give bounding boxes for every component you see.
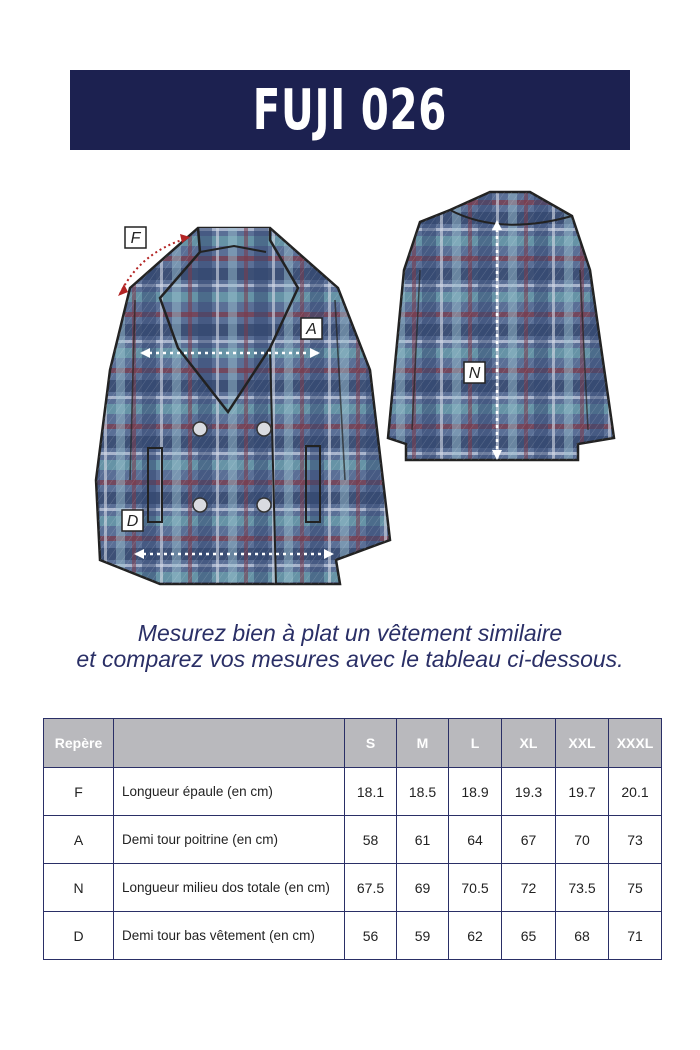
cell-value: 64: [449, 816, 502, 864]
instructions-line-2: et comparez vos mesures avec le tableau ci-dessous.: [76, 646, 624, 672]
header-size-l: L: [449, 719, 502, 768]
coat-illustration: [0, 180, 700, 590]
row-ref: D: [44, 912, 114, 960]
cell-value: 56: [345, 912, 397, 960]
cell-value: 19.7: [556, 768, 609, 816]
cell-value: 61: [397, 816, 449, 864]
cell-value: 70.5: [449, 864, 502, 912]
cell-value: 59: [397, 912, 449, 960]
cell-value: 65: [502, 912, 556, 960]
cell-value: 18.5: [397, 768, 449, 816]
row-label: Demi tour bas vêtement (en cm): [114, 912, 345, 960]
product-title: FUJI 026: [252, 77, 448, 143]
size-chart-table: [43, 718, 662, 960]
cell-value: 67: [502, 816, 556, 864]
cell-value: 68: [556, 912, 609, 960]
instructions-line-1: Mesurez bien à plat un vêtement similaire: [137, 620, 563, 646]
cell-value: 73.5: [556, 864, 609, 912]
row-ref: N: [44, 864, 114, 912]
header-size-xl: XL: [502, 719, 556, 768]
cell-value: 19.3: [502, 768, 556, 816]
row-ref: F: [44, 768, 114, 816]
measuring-instructions: [0, 620, 700, 672]
cell-value: 73: [609, 816, 662, 864]
back-coat: [388, 192, 614, 460]
svg-text:A: A: [306, 321, 317, 338]
svg-text:N: N: [468, 365, 481, 382]
table-header-row: [44, 719, 662, 768]
row-ref: A: [44, 816, 114, 864]
cell-value: 62: [449, 912, 502, 960]
label-F: [125, 227, 146, 248]
label-D: [122, 510, 143, 531]
cell-value: 20.1: [609, 768, 662, 816]
row-label: Demi tour poitrine (en cm): [114, 816, 345, 864]
header-size-m: M: [397, 719, 449, 768]
label-N: [464, 362, 485, 383]
svg-text:F: F: [130, 230, 141, 247]
header-repere: Repère: [44, 719, 114, 768]
label-A: [301, 318, 322, 339]
table-row: [44, 912, 662, 960]
row-label: Longueur épaule (en cm): [114, 768, 345, 816]
cell-value: 58: [345, 816, 397, 864]
cell-value: 18.1: [345, 768, 397, 816]
title-banner: [70, 70, 630, 150]
table-row: [44, 864, 662, 912]
cell-value: 71: [609, 912, 662, 960]
row-label: Longueur milieu dos totale (en cm): [114, 864, 345, 912]
table-row: [44, 816, 662, 864]
cell-value: 72: [502, 864, 556, 912]
table-row: [44, 768, 662, 816]
header-size-xxxl: XXXL: [609, 719, 662, 768]
cell-value: 70: [556, 816, 609, 864]
cell-value: 67.5: [345, 864, 397, 912]
cell-value: 69: [397, 864, 449, 912]
cell-value: 18.9: [449, 768, 502, 816]
cell-value: 75: [609, 864, 662, 912]
header-size-xxl: XXL: [556, 719, 609, 768]
header-description: [114, 719, 345, 768]
svg-text:D: D: [126, 513, 139, 530]
header-size-s: S: [345, 719, 397, 768]
